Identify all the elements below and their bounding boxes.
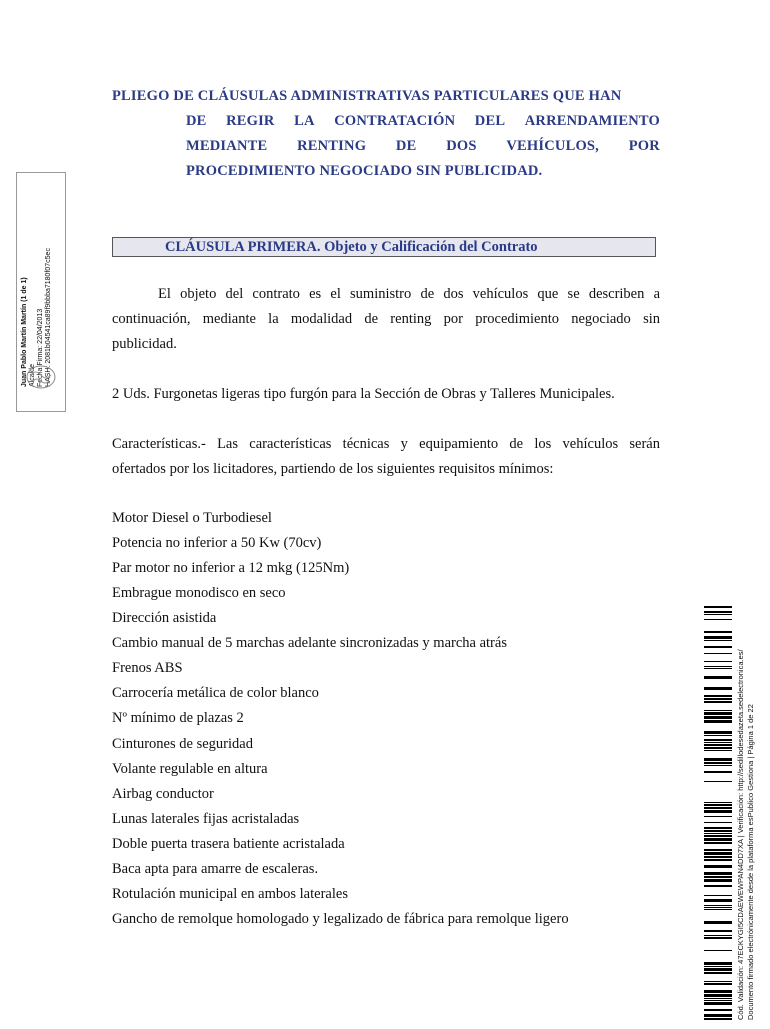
barcode-bar [704, 636, 732, 639]
barcode-bar [704, 822, 732, 823]
barcode-bar [704, 731, 732, 734]
barcode-bar [704, 966, 732, 967]
document-title-line-1: PLIEGO DE CLÁUSULAS ADMINISTRATIVAS PARTICULARES QUE HAN [112, 88, 622, 104]
barcode-bar [704, 666, 732, 667]
barcode-bar [704, 895, 732, 896]
barcode-bar [704, 781, 732, 782]
requirement-item: Frenos ABS [112, 660, 183, 676]
title-word: REGIR [226, 113, 275, 129]
title-word: POR [628, 138, 660, 154]
barcode-bar [704, 937, 732, 939]
electronic-signature-note: Documento firmado electrónicamente desde la plataforma esPublico Gestiona | Página 1 de 22 [746, 704, 755, 1020]
requirement-item: Carrocería metálica de color blanco [112, 685, 319, 701]
requirement-item: Cinturones de seguridad [112, 736, 253, 752]
barcode-bar [704, 619, 732, 620]
validation-code-text: Cód. Validación: 47ECKYGI5CDAEWEWPAN4DD7XA | Verificación: http://sedillodesedazeta.sedelectronica.es/ [736, 649, 745, 1020]
barcode-bar [704, 653, 732, 654]
barcode-bar [704, 687, 732, 690]
barcode-bar [704, 865, 732, 868]
title-word: ARRENDAMIENTO [524, 113, 660, 129]
requirement-item: Dirección asistida [112, 610, 217, 626]
barcode-bar [704, 695, 732, 697]
requirement-item: Airbag conductor [112, 786, 214, 802]
signature-hash: HASH: 2081b04541ca89f9bbba7180f07c5ec [45, 248, 52, 387]
barcode-bar [704, 935, 732, 936]
barcode-bar [704, 758, 732, 761]
barcode-bar [704, 1002, 732, 1005]
barcode-bar [704, 907, 732, 908]
document-title-line-3 [186, 138, 660, 155]
vehicle-units-paragraph: 2 Uds. Furgonetas ligeras tipo furgón para la Sección de Obras y Talleres Municipales. [112, 386, 615, 402]
signature-block [16, 172, 66, 412]
requirement-item: Nº mínimo de plazas 2 [112, 710, 244, 726]
title-word: MEDIANTE [186, 138, 268, 154]
barcode-bar [704, 750, 732, 751]
objeto-paragraph-line-1: El objeto del contrato es el suministro de dos vehículos que se describen a [158, 286, 660, 302]
signature-date: Fecha Firma: 22/04/2013 [37, 308, 44, 387]
barcode-bar [704, 899, 732, 902]
caracteristicas-line-2: ofertados por los licitadores, partiendo de los siguientes requisitos mínimos: [112, 461, 554, 477]
barcode-bar [704, 710, 732, 711]
clause-heading: CLÁUSULA PRIMERA. Objeto y Calificación del Contrato [112, 237, 656, 257]
barcode-bar [704, 852, 732, 855]
barcode-bar [704, 968, 732, 971]
title-word: DE [395, 138, 417, 154]
barcode-bar [704, 816, 732, 817]
barcode-bar [704, 842, 732, 844]
barcode-bar [704, 994, 732, 997]
title-word: RENTING [297, 138, 367, 154]
barcode-bar [704, 802, 732, 803]
requirement-item: Volante regulable en altura [112, 761, 268, 777]
barcode-bar [704, 742, 732, 743]
barcode-bar [704, 631, 732, 633]
seal-stamp-icon [23, 363, 59, 391]
barcode-bar [704, 833, 732, 834]
requirement-item: Gancho de remolque homologado y legalizado de fábrica para remolque ligero [112, 911, 569, 927]
barcode-bar [704, 930, 732, 932]
signature-text [21, 147, 53, 387]
barcode-bar [704, 739, 732, 741]
objeto-paragraph-line-3: publicidad. [112, 336, 177, 352]
barcode-bar [704, 849, 732, 851]
barcode-bar [704, 804, 732, 806]
barcode-bar [704, 744, 732, 746]
barcode-bar [704, 827, 732, 829]
barcode-bar [704, 810, 732, 813]
document-title-line-2 [186, 113, 660, 130]
barcode-bar [704, 859, 732, 861]
barcode-bar [704, 990, 732, 993]
title-word: DE [186, 113, 207, 129]
barcode-bar [704, 872, 732, 875]
barcode-bar [704, 962, 732, 965]
document-title-line-4: PROCEDIMIENTO NEGOCIADO SIN PUBLICIDAD. [186, 163, 543, 179]
barcode-bar [704, 716, 732, 719]
barcode-bar [704, 876, 732, 878]
title-word: VEHÍCULOS, [506, 138, 600, 154]
requirement-item: Baca apta para amarre de escaleras. [112, 861, 319, 877]
signer-name: Juan Pablo Martín Martín (1 de 1) [21, 277, 28, 387]
requirement-item: Rotulación municipal en ambos laterales [112, 886, 348, 902]
barcode-bar [704, 606, 732, 608]
barcode-bar [704, 712, 732, 715]
barcode-bar [704, 668, 732, 669]
barcode-bar [704, 921, 732, 924]
barcode-bar [704, 1014, 732, 1017]
barcode-bar [704, 646, 732, 648]
title-word: DEL [474, 113, 506, 129]
barcode-bar [704, 905, 732, 906]
barcode-bar [704, 701, 732, 703]
barcode-bar [704, 981, 732, 982]
barcode-bar [704, 698, 732, 700]
barcode-bar [704, 1018, 732, 1020]
barcode-bar [704, 720, 732, 723]
barcode-bar [704, 614, 732, 615]
title-word: LA [294, 113, 315, 129]
barcode-bar [704, 998, 732, 999]
requirement-item: Doble puerta trasera batiente acristalada [112, 836, 345, 852]
title-word: DOS [446, 138, 477, 154]
barcode-bar [704, 856, 732, 858]
barcode-bar [704, 885, 732, 887]
signer-role: Alcalde [29, 364, 36, 387]
barcode-bar [704, 676, 732, 679]
requirement-item: Lunas laterales fijas acristaladas [112, 811, 300, 827]
barcode-bar [704, 735, 732, 736]
requirement-item: Potencia no inferior a 50 Kw (70cv) [112, 535, 322, 551]
barcode-bar [704, 640, 732, 641]
barcode-bar [704, 879, 732, 882]
barcode-bar [704, 972, 732, 974]
requirement-item: Motor Diesel o Turbodiesel [112, 510, 272, 526]
barcode-bar [704, 838, 732, 841]
barcode-bar [704, 1000, 732, 1001]
barcode-bar [704, 835, 732, 837]
barcode-bar [704, 950, 732, 951]
barcode-bar [704, 771, 732, 773]
caracteristicas-line-1: Características.- Las características técnicas y equipamiento de los vehículos serán [112, 436, 660, 452]
objeto-paragraph-line-2: continuación, mediante la modalidad de renting por procedimiento negociado sin [112, 311, 660, 327]
requirement-item: Embrague monodisco en seco [112, 585, 286, 601]
barcode-bar [704, 765, 732, 766]
barcode-bar [704, 611, 732, 613]
barcode-bar [704, 983, 732, 985]
barcode-icon [704, 606, 732, 1024]
barcode-bar [704, 807, 732, 809]
barcode-bar [704, 830, 732, 832]
requirement-item: Cambio manual de 5 marchas adelante sincronizadas y marcha atrás [112, 635, 507, 651]
requirement-item: Par motor no inferior a 12 mkg (125Nm) [112, 560, 350, 576]
title-word: CONTRATACIÓN [334, 113, 456, 129]
barcode-bar [704, 747, 732, 749]
barcode-bar [704, 762, 732, 764]
barcode [704, 606, 732, 1024]
barcode-bar [704, 909, 732, 910]
barcode-bar [704, 661, 732, 662]
barcode-bar [704, 1009, 732, 1011]
